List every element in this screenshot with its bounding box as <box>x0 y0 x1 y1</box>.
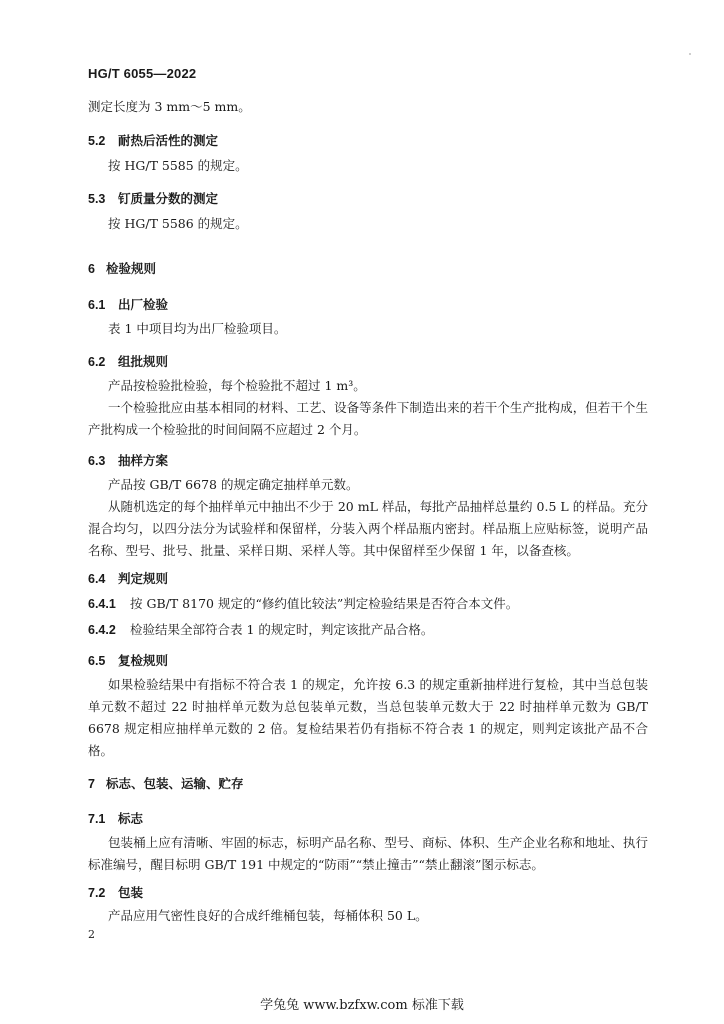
heading-number: 6.4 <box>88 572 106 586</box>
section-7-2-text: 产品应用气密性良好的合成纤维桶包装，每桶体积 50 L。 <box>108 908 428 923</box>
clause-6-4-1 <box>88 594 518 612</box>
heading-title: 判定规则 <box>118 571 169 586</box>
heading-title: 出厂检验 <box>118 297 169 312</box>
heading-7-1 <box>88 809 143 827</box>
heading-6-1 <box>88 295 168 313</box>
heading-6 <box>88 259 156 277</box>
heading-number: 6 <box>88 262 95 276</box>
section-6-5-text: 如果检验结果中有指标不符合表 1 的规定，允许按 6.3 的规定重新抽样进行复检，其中当总包装单元数不超过 22 时抽样单元数为总包装单元数，当总包装单元数大于 22 时抽样单元数为 GB/T 6678 规定相应抽样单元数的 2 倍。复检结果若仍有指标不符合表 1 的规定，则判定该批产品不合格。 <box>88 677 648 758</box>
scan-speck <box>689 53 691 55</box>
heading-number: 5.2 <box>88 134 106 148</box>
heading-number: 7.2 <box>88 886 106 900</box>
heading-title: 耐热后活性的测定 <box>118 133 219 148</box>
heading-6-3 <box>88 451 168 469</box>
heading-6-5 <box>88 651 168 669</box>
heading-number: 6.3 <box>88 454 106 468</box>
section-5-1-continuation: 测定长度为 3 mm～5 mm。 <box>88 99 251 114</box>
heading-6-2 <box>88 352 168 370</box>
heading-title: 包装 <box>118 885 144 900</box>
heading-number: 6.5 <box>88 654 106 668</box>
section-6-1-text: 表 1 中项目均为出厂检验项目。 <box>108 321 287 336</box>
section-6-2-text-1: 产品按检验批检验，每个检验批不超过 1 m³。 <box>108 378 366 393</box>
section-6-3-text-2: 从随机选定的每个抽样单元中抽出不少于 20 mL 样品，每批产品抽样总量约 0.5 L 的样品。充分混合均匀，以四分法分为试验样和保留样，分装入两个样品瓶内密封。样品瓶上应贴标签，说明产品名称、型号、批号、批量、采样日期、采样人等。其中保留样至少保留 1 年，以备查核。 <box>88 499 648 558</box>
heading-number: 5.3 <box>88 192 106 206</box>
clause-number: 6.4.2 <box>88 623 116 637</box>
clause-6-4-2 <box>88 620 433 638</box>
clause-text: 检验结果全部符合表 1 的规定时，判定该批产品合格。 <box>130 622 434 637</box>
section-7-1-text: 包装桶上应有清晰、牢固的标志，标明产品名称、型号、商标、体积、生产企业名称和地址、执行标准编号，醒目标明 GB/T 191 中规定的“防雨”“禁止撞击”“禁止翻滚”图示标志。 <box>88 835 648 872</box>
heading-number: 7 <box>88 777 95 791</box>
heading-7-2 <box>88 883 143 901</box>
heading-number: 6.2 <box>88 355 106 369</box>
clause-text: 按 GB/T 8170 规定的“修约值比较法”判定检验结果是否符合本文件。 <box>130 596 519 611</box>
heading-title: 检验规则 <box>106 261 157 276</box>
heading-title: 钉质量分数的测定 <box>118 191 219 206</box>
clause-number: 6.4.1 <box>88 597 116 611</box>
heading-title: 组批规则 <box>118 354 169 369</box>
heading-number: 7.1 <box>88 812 106 826</box>
heading-title: 抽样方案 <box>118 453 169 468</box>
heading-title: 标志、包装、运输、贮存 <box>106 776 244 791</box>
heading-5-2 <box>88 131 218 149</box>
heading-number: 6.1 <box>88 298 106 312</box>
section-6-3-text-1: 产品按 GB/T 6678 的规定确定抽样单元数。 <box>108 477 359 492</box>
section-6-2-text-2: 一个检验批应由基本相同的材料、工艺、设备等条件下制造出来的若干个生产批构成，但若干个生产批构成一个检验批的时间间隔不应超过 2 个月。 <box>88 400 648 437</box>
page-number: 2 <box>88 928 95 941</box>
heading-6-4 <box>88 569 168 587</box>
section-5-2-text: 按 HG/T 5585 的规定。 <box>108 158 248 173</box>
heading-7 <box>88 774 244 792</box>
standard-number-header: HG/T 6055—2022 <box>88 66 197 81</box>
heading-title: 标志 <box>118 811 144 826</box>
heading-5-3 <box>88 189 218 207</box>
section-5-3-text: 按 HG/T 5586 的规定。 <box>108 216 248 231</box>
heading-title: 复检规则 <box>118 653 169 668</box>
footer-watermark: 学兔兔 www.bzfxw.com 标准下载 <box>260 998 464 1013</box>
